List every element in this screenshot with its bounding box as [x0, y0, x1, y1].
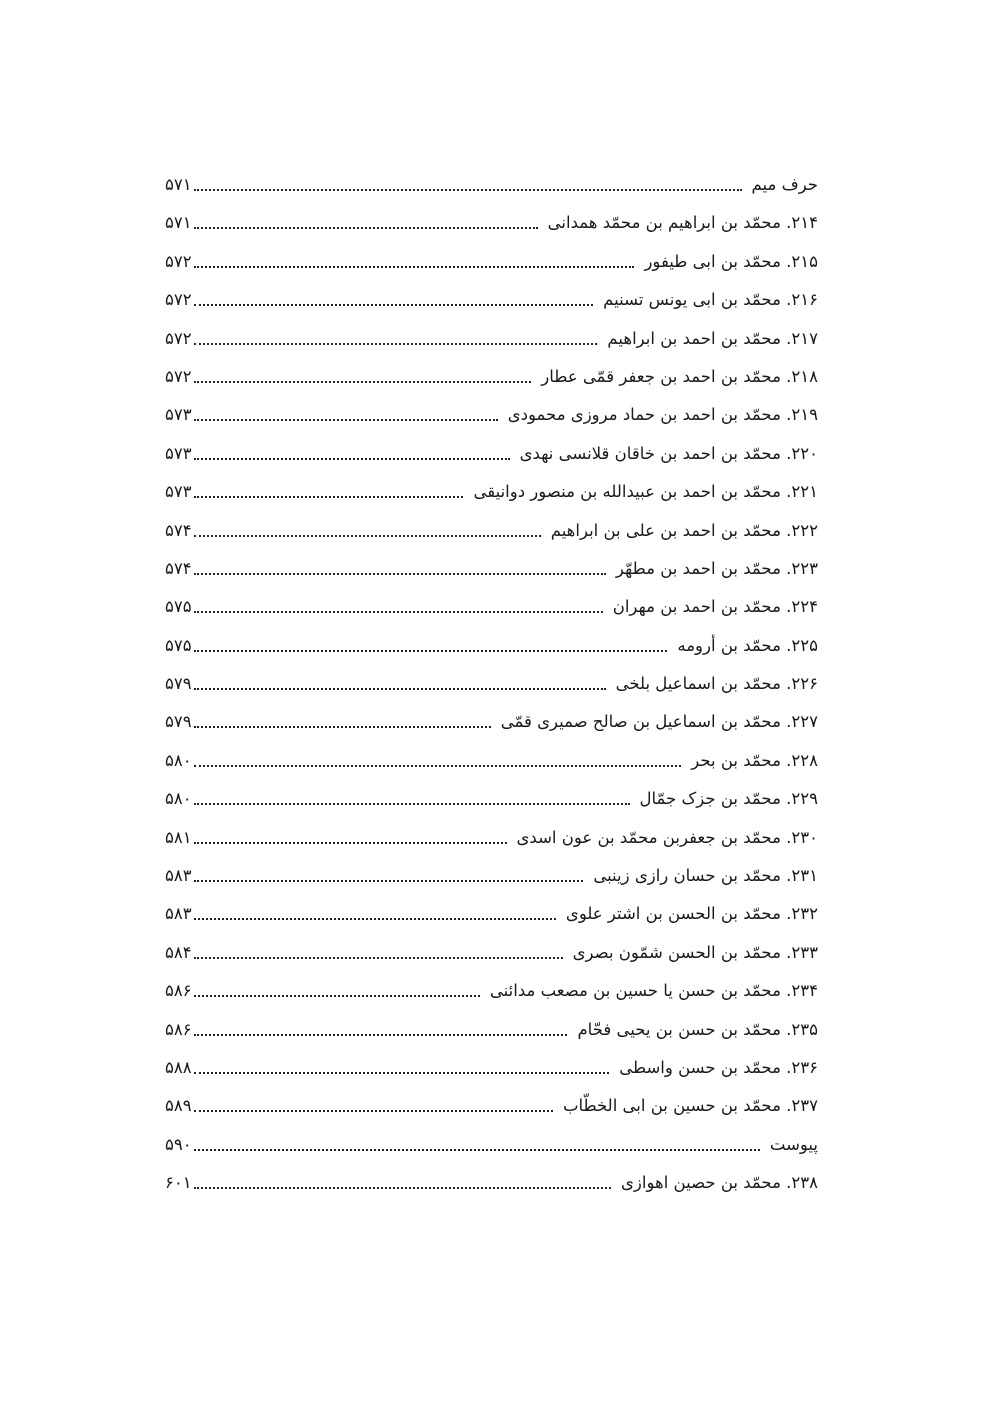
dot-leader [194, 1058, 610, 1074]
toc-page-number: ۵۸۳ [165, 904, 192, 924]
toc-entry-title: ۲۳۳. محمّد بن الحسن شمّون بصری [572, 942, 818, 962]
dot-leader [194, 597, 603, 613]
dot-leader [194, 290, 594, 306]
dot-leader [194, 1096, 553, 1112]
dot-leader [194, 444, 510, 460]
toc-entry-title: ۲۳۵. محمّد بن حسن بن یحیی فحّام [577, 1019, 818, 1039]
dot-leader [194, 175, 742, 191]
dot-leader [194, 751, 682, 767]
toc-row[interactable] [165, 1168, 818, 1206]
toc-page-number: ۵۸۳ [165, 866, 192, 886]
toc-entry-title: ۲۳۸. محمّد بن حصین اهوازی [621, 1173, 818, 1193]
toc-row-section-appendix[interactable] [165, 1130, 818, 1168]
toc-row[interactable] [165, 439, 818, 477]
toc-row[interactable] [165, 938, 818, 976]
toc-entry-title: ۲۲۱. محمّد بن احمد بن عبیدالله بن منصور دوانیقی [473, 482, 818, 502]
toc-row[interactable] [165, 707, 818, 745]
toc-entry-title: ۲۲۲. محمّد بن احمد بن علی بن ابراهیم [550, 520, 818, 540]
toc-page-number: ۵۸۸ [165, 1057, 192, 1077]
toc-page-number: ۵۷۹ [165, 674, 192, 694]
toc-entry-title: ۲۲۷. محمّد بن اسماعیل بن صالح صمیری قمّی [500, 712, 818, 732]
toc-row[interactable] [165, 861, 818, 899]
dot-leader [194, 367, 532, 383]
dot-leader [194, 1135, 760, 1151]
toc-entry-title: ۲۲۰. محمّد بن احمد بن خاقان قلانسی نهدی [519, 443, 818, 463]
toc-row[interactable] [165, 1015, 818, 1053]
toc-page-number: ۵۸۶ [165, 981, 192, 1001]
dot-leader [194, 405, 498, 421]
toc-entry-title: پیوست [769, 1134, 818, 1154]
toc-page-number: ۵۷۴ [165, 558, 192, 578]
toc-page-number: ۵۸۹ [165, 1096, 192, 1116]
toc-entry-title: ۲۳۰. محمّد بن جعفربن محمّد بن عون اسدی [516, 827, 818, 847]
dot-leader [194, 329, 598, 345]
toc-page-number: ۵۷۵ [165, 597, 192, 617]
toc-page-number: ۶۰۱ [165, 1173, 192, 1193]
toc-row-section-mim[interactable] [165, 170, 818, 208]
toc-entry-title: ۲۳۷. محمّد بن حسین بن ابی الخطّاب [562, 1096, 818, 1116]
toc-entry-title: ۲۲۵. محمّد بن أرومه [677, 635, 818, 655]
dot-leader [194, 213, 538, 229]
toc-entry-title: ۲۳۴. محمّد بن حسن یا حسین بن مصعب مدائنی [489, 981, 818, 1001]
dot-leader [194, 252, 635, 268]
toc-entry-title: ۲۱۵. محمّد بن ابی طیفور [644, 251, 818, 271]
toc-page-number: ۵۷۳ [165, 443, 192, 463]
toc-row[interactable] [165, 324, 818, 362]
toc-entry-title: ۲۱۴. محمّد بن ابراهیم بن محمّد همدانی [547, 213, 818, 233]
toc-row[interactable] [165, 285, 818, 323]
dot-leader [194, 1020, 568, 1036]
toc-row[interactable] [165, 247, 818, 285]
toc-row[interactable] [165, 823, 818, 861]
toc-row[interactable] [165, 746, 818, 784]
toc-entry-title: ۲۳۲. محمّد بن الحسن بن اشتر علوی [565, 904, 818, 924]
toc-row[interactable] [165, 554, 818, 592]
toc-page-number: ۵۷۴ [165, 520, 192, 540]
toc-row[interactable] [165, 477, 818, 515]
toc-row[interactable] [165, 976, 818, 1014]
toc-row[interactable] [165, 592, 818, 630]
toc-page-number: ۵۷۲ [165, 251, 192, 271]
toc-entry-title: ۲۳۱. محمّد بن حسان رازی زینبی [593, 866, 818, 886]
toc-page-number: ۵۸۴ [165, 942, 192, 962]
toc-row[interactable] [165, 1091, 818, 1129]
toc-row[interactable] [165, 631, 818, 669]
toc-entry-title: ۲۱۷. محمّد بن احمد بن ابراهیم [607, 328, 818, 348]
toc-page-number: ۵۹۰ [165, 1134, 192, 1154]
toc-page-number: ۵۷۹ [165, 712, 192, 732]
toc-page-number: ۵۷۵ [165, 635, 192, 655]
toc-entry-title: ۲۲۶. محمّد بن اسماعیل بلخی [615, 674, 818, 694]
dot-leader [194, 674, 606, 690]
toc-entry-title: ۲۱۹. محمّد بن احمد بن حماد مروزی محمودی [507, 405, 818, 425]
toc-page-number: ۵۷۲ [165, 366, 192, 386]
dot-leader [194, 712, 491, 728]
toc-entry-title: ۲۲۸. محمّد بن بحر [691, 750, 818, 770]
toc-row[interactable] [165, 669, 818, 707]
toc-row[interactable] [165, 362, 818, 400]
dot-leader [194, 866, 584, 882]
toc-page-number: ۵۸۱ [165, 827, 192, 847]
dot-leader [194, 943, 563, 959]
dot-leader [194, 1173, 611, 1189]
dot-leader [194, 828, 507, 844]
toc-row[interactable] [165, 516, 818, 554]
dot-leader [194, 482, 464, 498]
toc-entry-title: حرف میم [751, 175, 818, 194]
dot-leader [194, 521, 541, 537]
toc-page-number: ۵۸۰ [165, 789, 192, 809]
dot-leader [194, 789, 630, 805]
toc-row[interactable] [165, 400, 818, 438]
toc-page-number: ۵۷۳ [165, 405, 192, 425]
toc-row[interactable] [165, 784, 818, 822]
dot-leader [194, 904, 556, 920]
toc-page-number: ۵۸۰ [165, 750, 192, 770]
dot-leader [194, 636, 668, 652]
toc-page-number: ۵۷۲ [165, 328, 192, 348]
toc-entry-title: ۲۱۸. محمّد بن احمد بن جعفر قمّی عطار [541, 366, 818, 386]
toc-row[interactable] [165, 899, 818, 937]
toc-row[interactable] [165, 208, 818, 246]
toc-row[interactable] [165, 1053, 818, 1091]
toc-page-number: ۵۷۱ [165, 213, 192, 233]
dot-leader [194, 559, 606, 575]
toc-entry-title: ۲۲۳. محمّد بن احمد بن مطهّر [615, 558, 818, 578]
toc-page-number: ۵۸۶ [165, 1019, 192, 1039]
table-of-contents [165, 170, 818, 1207]
toc-entry-title: ۲۲۴. محمّد بن احمد بن مهران [612, 597, 818, 617]
dot-leader [194, 981, 480, 997]
toc-page-number: ۵۷۳ [165, 482, 192, 502]
toc-page-number: ۵۷۲ [165, 290, 192, 310]
toc-page-number: ۵۷۱ [165, 175, 192, 194]
toc-entry-title: ۲۲۹. محمّد بن جزک جمّال [639, 789, 818, 809]
toc-entry-title: ۲۳۶. محمّد بن حسن واسطی [619, 1057, 818, 1077]
toc-entry-title: ۲۱۶. محمّد بن ابی یونس تسنیم [603, 290, 818, 310]
